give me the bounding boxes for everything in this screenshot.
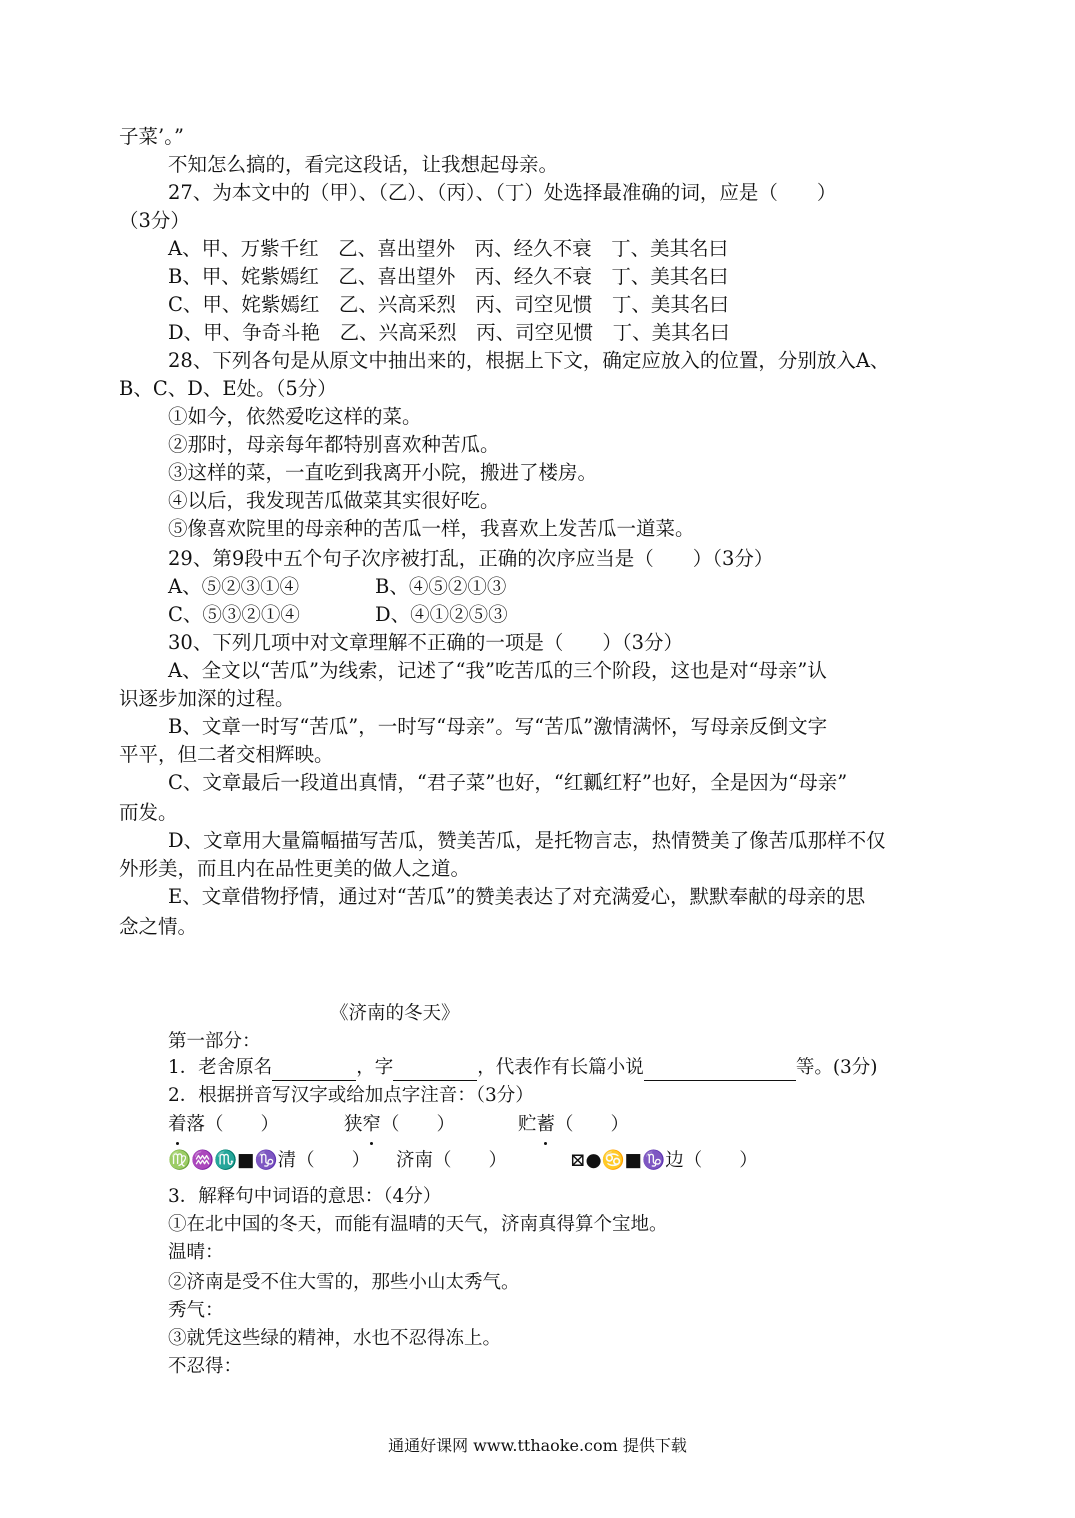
dotted-char: 着 bbox=[168, 1112, 187, 1138]
option-d: D、文章用大量篇幅描写苦瓜，赞美苦瓜，是托物言志，热情赞美了像苦瓜那样不仅 bbox=[168, 829, 886, 852]
option-d: D、甲、争奇斗艳 乙、兴高采烈 丙、司空见惯 丁、美其名曰 bbox=[168, 321, 730, 344]
answer-blank[interactable] bbox=[393, 1058, 477, 1081]
dotted-char: 蓄 bbox=[537, 1112, 556, 1138]
section-subtitle: 第一部分： bbox=[168, 1031, 261, 1052]
question-1 bbox=[168, 1055, 878, 1081]
option-b: B、文章一时写“苦瓜”，一时写“母亲”。写“苦瓜”激情满怀，写母亲反倒文字 bbox=[168, 715, 828, 738]
option-c: C、甲、姹紫嫣红 乙、兴高采烈 丙、司空见惯 丁、美其名曰 bbox=[168, 293, 729, 316]
word-rest: 落（ ） bbox=[186, 1114, 280, 1135]
answer-label: 秀气： bbox=[168, 1300, 224, 1321]
option-c: C、文章最后一段道出真情，“君子菜”也好，“红瓤红籽”也好，全是因为“母亲” bbox=[168, 771, 848, 794]
question-2: 2．根据拼音写汉字或给加点字注音：（3分） bbox=[168, 1085, 534, 1106]
option-a: A、全文以“苦瓜”为线索，记述了“我”吃苦瓜的三个阶段，这也是对“母亲”认 bbox=[168, 659, 827, 682]
question-28: 28、下列各句是从原文中抽出来的，根据上下文，确定应放入的位置，分别放入A、 bbox=[168, 349, 890, 372]
page-footer: 通通好课网 www.tthaoke.com 提供下载 bbox=[388, 1436, 687, 1455]
word-prefix: 贮 bbox=[518, 1114, 537, 1135]
option-c-cont: 而发。 bbox=[119, 801, 178, 824]
pinyin-glyphs: ⊠●♋■♑ bbox=[570, 1150, 666, 1171]
option-b: B、甲、姹紫嫣红 乙、喜出望外 丙、经久不衰 丁、美其名曰 bbox=[168, 265, 729, 288]
question-1-text-c: ，代表作有长篇小说 bbox=[477, 1057, 644, 1078]
sentence-1: ①如今，依然爱吃这样的菜。 bbox=[168, 405, 422, 428]
option-a: A、⑤②③①④ bbox=[168, 575, 300, 598]
question-3: 3．解释句中词语的意思：（4分） bbox=[168, 1186, 442, 1207]
pinyin-row-1-item-2 bbox=[344, 1112, 455, 1138]
option-d-cont: 外形美，而且内在品性更美的做人之道。 bbox=[119, 857, 471, 880]
answer-blank[interactable] bbox=[644, 1058, 796, 1081]
question-27-score: （3分） bbox=[119, 209, 190, 232]
option-a-cont: 识逐步加深的过程。 bbox=[119, 687, 295, 710]
sentence-2: ②那时，母亲每年都特别喜欢种苦瓜。 bbox=[168, 433, 500, 456]
question-1-text-b: ，字 bbox=[356, 1057, 394, 1078]
answer-label: 温晴： bbox=[168, 1242, 224, 1263]
word-prefix: 狭 bbox=[344, 1114, 363, 1135]
sentence-3: ③这样的菜，一直吃到我离开小院，搬进了楼房。 bbox=[168, 461, 598, 484]
pinyin-row-2-item-1 bbox=[168, 1148, 370, 1174]
sentence-5: ⑤像喜欢院里的母亲种的苦瓜一样，我喜欢上发苦瓜一道菜。 bbox=[168, 517, 695, 540]
question-1-text-d: 等。(3分) bbox=[795, 1057, 878, 1078]
word-rest: （ ） bbox=[555, 1114, 630, 1135]
pinyin-row-2-item-3 bbox=[570, 1148, 758, 1174]
question-29: 29、第9段中五个句子次序被打乱，正确的次序应当是（ ）（3分） bbox=[168, 547, 774, 570]
pinyin-glyphs: ♍♒♏■♑ bbox=[168, 1150, 278, 1171]
question-30: 30、下列几项中对文章理解不正确的一项是（ ）（3分） bbox=[168, 631, 683, 654]
pinyin-row-1 bbox=[168, 1112, 279, 1138]
question-1-text-a: 1．老舍原名 bbox=[168, 1057, 273, 1078]
option-a: A、甲、万紫千红 乙、喜出望外 丙、经久不衰 丁、美其名曰 bbox=[168, 237, 729, 260]
section-title: 《济南的冬天》 bbox=[330, 1003, 460, 1024]
sentence-4: ④以后，我发现苦瓜做菜其实很好吃。 bbox=[168, 489, 500, 512]
sentence-3: ③就凭这些绿的精神，水也不忍得冻上。 bbox=[168, 1328, 502, 1349]
option-b: B、④⑤②①③ bbox=[375, 575, 507, 598]
pinyin-row-1-item-3 bbox=[518, 1112, 629, 1138]
option-e-cont: 念之情。 bbox=[119, 915, 198, 938]
option-b-cont: 平平，但二者交相辉映。 bbox=[119, 743, 334, 766]
sentence-1: ①在北中国的冬天，而能有温晴的天气，济南真得算个宝地。 bbox=[168, 1214, 668, 1235]
text-line: 不知怎么搞的，看完这段话，让我想起母亲。 bbox=[168, 153, 559, 176]
text-line: 子菜’。” bbox=[119, 125, 184, 148]
pinyin-row-2-item-2: 济南（ ） bbox=[396, 1150, 508, 1171]
option-d: D、④①②⑤③ bbox=[375, 603, 508, 626]
word-item bbox=[168, 1114, 279, 1135]
word-rest: 清（ ） bbox=[277, 1150, 371, 1171]
option-c: C、⑤③②①④ bbox=[168, 603, 300, 626]
question-28-cont: B、C、D、E处。（5分） bbox=[119, 377, 337, 400]
question-27: 27、为本文中的（甲）、（乙）、（丙）、（丁）处选择最准确的词，应是（ ） bbox=[168, 181, 837, 204]
answer-blank[interactable] bbox=[272, 1058, 356, 1081]
answer-label: 不忍得： bbox=[168, 1356, 243, 1377]
dotted-char: 窄 bbox=[363, 1112, 382, 1138]
word-rest: （ ） bbox=[381, 1114, 456, 1135]
option-e: E、文章借物抒情，通过对“苦瓜”的赞美表达了对充满爱心，默默奉献的母亲的思 bbox=[168, 885, 866, 908]
word-rest: 边（ ） bbox=[665, 1150, 758, 1171]
sentence-2: ②济南是受不住大雪的，那些小山太秀气。 bbox=[168, 1272, 520, 1293]
